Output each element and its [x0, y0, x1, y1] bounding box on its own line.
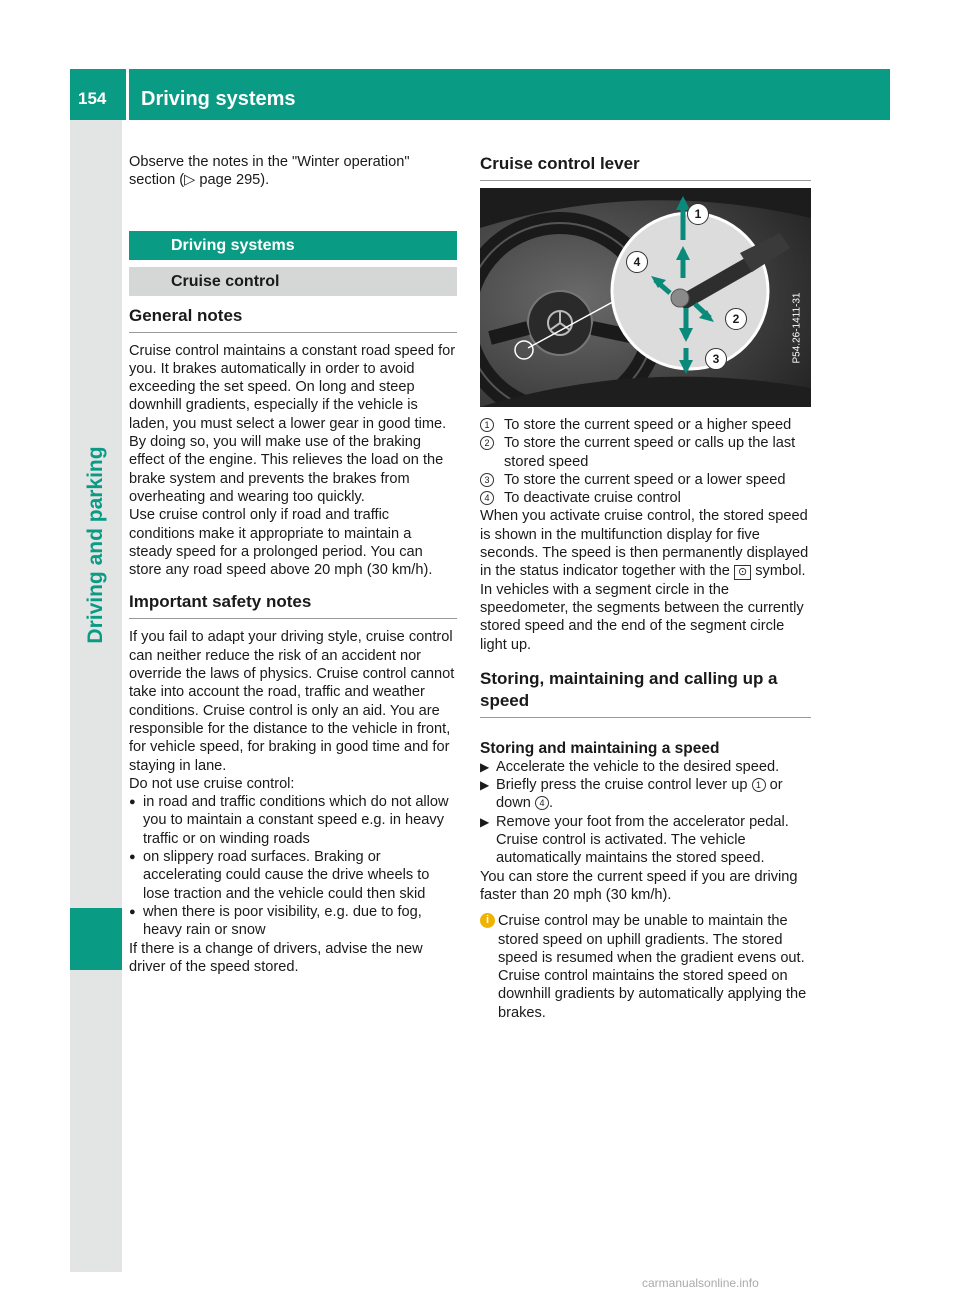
callout-2: 2 [725, 308, 747, 330]
cruise-control-lever-photo [480, 188, 811, 407]
left-column [129, 153, 457, 976]
callout-3: 3 [705, 348, 727, 370]
storing-subheading: Storing and maintaining a speed [480, 739, 720, 757]
safety-paragraph-1: If you fail to adapt your driving style, cruise control can neither reduce the risk of an accident nor override the laws of physics. Cruise control cannot take into account the road, traffic and weather conditions. Cruise control is only an aid. You are responsible for the distance to the vehicle in front, for vehicle speed, for braking in good time and for staying in lane. [129, 629, 455, 774]
step-item: ▶ Accelerate the vehicle to the desired speed. [480, 758, 780, 775]
step-item: ▶ Briefly press the cruise control lever up 1 or down 4 . [480, 777, 783, 812]
list-item: 1 To store the current speed or a higher speed [480, 416, 811, 434]
photo-code: P54.26-1411-31 [791, 292, 803, 364]
info-note: i Cruise control may be unable to maintain the stored speed on uphill gradients. The stored speed is resumed when the gradient evens out. Cruise control maintains the stored speed on downhill gradients by automatically applying the brakes. [480, 912, 811, 1022]
callout-1: 1 [687, 203, 709, 225]
list-item: ● in road and traffic conditions which do not allow you to maintain a constant speed e.g. in heavy traffic or on winding roads [129, 794, 449, 847]
section-bar: Driving systems [129, 231, 457, 260]
list-item: 2 To store the current speed or calls up the last stored speed [480, 434, 811, 471]
activate-paragraph: When you activate cruise control, the stored speed is shown in the multifunction display for five seconds. The speed is then permanently displayed in the status indicator together with the ⊙ symbol. [480, 508, 809, 580]
intro-text: Observe the notes in the "Winter operation" section (▷ page 295). [129, 154, 410, 189]
safety-paragraph-3: If there is a change of drivers, advise the new driver of the speed stored. [129, 940, 423, 975]
storing-heading: Storing, maintaining and calling up a speed [480, 668, 811, 718]
right-column [480, 416, 811, 1022]
lever-illustration [480, 188, 811, 407]
safety-paragraph-2: Do not use cruise control: [129, 775, 295, 792]
info-icon: i [480, 913, 495, 928]
lever-heading-block [480, 153, 811, 181]
cruise-control-symbol-icon: ⊙ [734, 565, 751, 580]
general-paragraph-1: Cruise control maintains a constant road speed for you. It brakes automatically in order to avoid exceeding the set speed. On long and steep downhill gradients, especially if the vehicle is laden, you must select a lower gear in good time. By doing so, you will make use of the braking effect of the engine. This relieves the load on the brake system and prevents the brakes from overheating and wearing too quickly. [129, 342, 456, 505]
page-title: Driving systems [141, 88, 296, 110]
watermark: carmanualsonline.info [642, 1276, 759, 1290]
header-divider [126, 69, 129, 120]
page-number: 154 [78, 89, 107, 108]
store-paragraph: You can store the current speed if you are driving faster than 20 mph (30 km/h). [480, 868, 798, 903]
lever-heading: Cruise control lever [480, 153, 811, 181]
general-notes-heading: General notes [129, 305, 457, 333]
list-item: ● on slippery road surfaces. Braking or accelerating could cause the drive wheels to lose traction and the vehicle could then skid [129, 849, 430, 902]
subsection-bar: Cruise control [129, 267, 457, 296]
side-tab-marker [70, 908, 122, 970]
step-item: ▶ Remove your foot from the accelerator pedal. Cruise control is activated. The vehicle automatically maintains the stored speed. [480, 813, 789, 867]
side-tab [70, 120, 122, 1272]
callout-4: 4 [626, 251, 648, 273]
list-item: 3 To store the current speed or a lower speed [480, 471, 811, 489]
safety-notes-heading: Important safety notes [129, 591, 457, 619]
side-tab-label: Driving and parking [84, 446, 107, 644]
general-paragraph-2: Use cruise control only if road and traffic conditions make it appropriate to maintain a steady speed for a prolonged period. You can store any road speed above 20 mph (30 km/h). [129, 507, 433, 579]
segment-paragraph: In vehicles with a segment circle in the speedometer, the segments between the currently stored speed and the end of the segment circle light up. [480, 581, 804, 653]
list-item: 4 To deactivate cruise control [480, 489, 811, 507]
list-item: ● when there is poor visibility, e.g. due to fog, heavy rain or snow [129, 903, 422, 939]
